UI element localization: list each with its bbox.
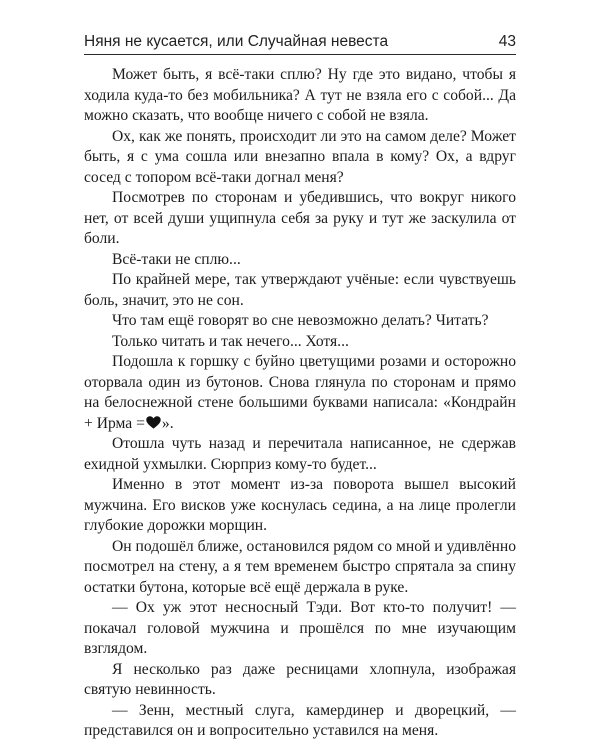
paragraph: Именно в этот момент из-за поворота вышел высокий мужчина. Его висков уже коснулась седина, а на лице пролегли глубокие дорожки морщин. (84, 476, 516, 534)
paragraph: По крайней мере, так утверждают учёные: если чувствуешь боль, значит, это не сон. (84, 271, 516, 309)
heart-shape (146, 416, 160, 428)
paragraph: Ох, как же понять, происходит ли это на самом деле? Может быть, я с ума сошла или внезапно впала в кому? Ох, а вдруг сосед с топором всё-таки догнал меня? (84, 127, 516, 186)
rose-text-end: ». (161, 414, 174, 432)
paragraph: Что там ещё говорят во сне невозможно делать? Читать? (112, 312, 489, 329)
paragraph: Отошла чуть назад и перечитала написанное, не сдержав ехидной ухмылки. Сюрприз кому-то будет... (84, 435, 516, 473)
paragraph: Он подошёл ближе, остановился рядом со мной и удивлённо посмотрел на стену, а я тем временем быстро спрятала за спину остатки бутона, которые всё ещё держала в руке. (84, 537, 516, 596)
paragraph: Я несколько раз даже ресницами хлопнула, изображая святую невинность. (84, 660, 516, 698)
heart-icon (146, 416, 161, 429)
running-head (84, 30, 516, 55)
page-number: 43 (498, 33, 516, 50)
rose-text: Подошла к горшку с буйно цветущими розами и осторожно оторвала один из бутонов. Снова глянула по сторонам и прямо на белоснежной стене большими буквами написала: «Кондрайн + Ирма = (84, 353, 516, 432)
paragraph: Посмотрев по сторонам и убедившись, что вокруг никого нет, от всей души ущипнула себя за руку и тут же заскулила от боли. (84, 189, 516, 247)
paragraph: Может быть, я всё-таки сплю? Ну где это видано, чтобы я ходила куда-то без мобильника? А тут не взяла его с собой... Да можно сказать, что вообще ничего с собой не взяла. (84, 66, 516, 124)
book-title: Няня не кусается, или Случайная невеста (84, 33, 389, 50)
body-text (84, 65, 516, 742)
paragraph: — Зенн, местный слуга, камердинер и дворецкий, — представился он и вопросительно уставился на меня. (84, 701, 516, 739)
paragraph-rose (84, 352, 516, 434)
paragraph: — Ох уж этот несносный Тэди. Вот кто-то получит! — покачал головой мужчина и прошёлся по мне изучающим взглядом. (84, 599, 516, 657)
paragraph: Только читать и так нечего... Хотя... (112, 332, 349, 350)
paragraph: Всё-таки не сплю... (112, 250, 241, 268)
